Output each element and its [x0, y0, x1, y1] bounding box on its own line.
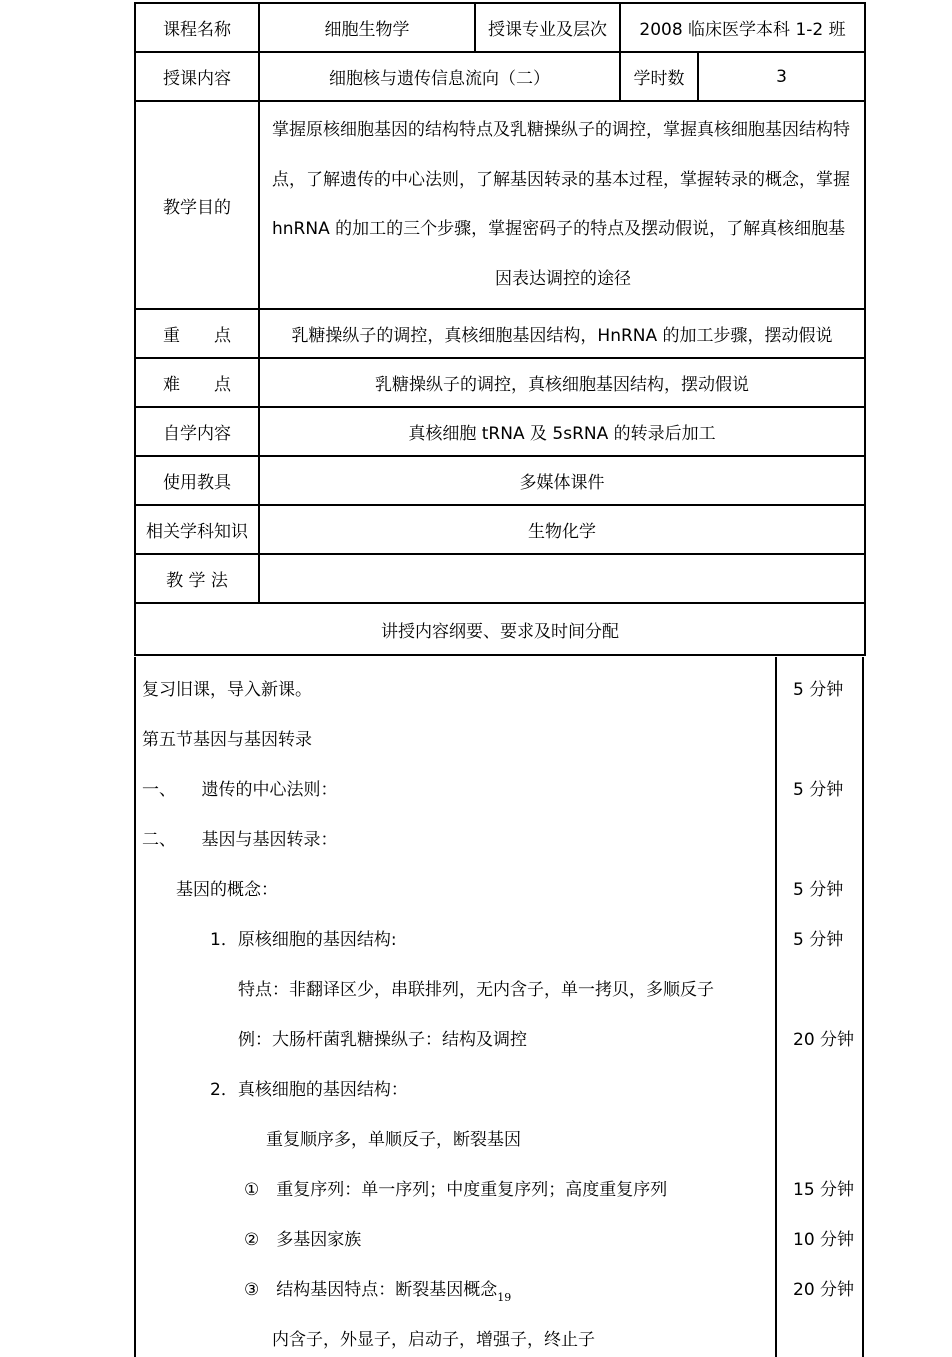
outline-line: 重复顺序多，单顺反子，断裂基因	[266, 1130, 521, 1150]
teaching-tools-value: 多媒体课件	[259, 456, 865, 505]
outline-line: ② 多基因家族	[244, 1230, 362, 1250]
objective-line: 掌握原核细胞基因的结构特点及乳糖操纵子的调控，掌握真核细胞基因结构特	[272, 120, 850, 140]
outline-line: 一、 遗传的中心法则：	[142, 780, 338, 800]
outline-line: 例：大肠杆菌乳糖操纵子：结构及调控	[238, 1030, 527, 1050]
outline-line: ① 重复序列：单一序列；中度重复序列；高度重复序列	[244, 1180, 668, 1200]
course-info-table	[134, 2, 866, 656]
outline-time: 5 分钟	[793, 930, 844, 950]
related-subject-value: 生物化学	[259, 505, 865, 554]
outline-line: 复习旧课，导入新课。	[142, 680, 312, 700]
hours-value: 3	[698, 52, 865, 101]
outline-line: 内含子，外显子，启动子，增强子，终止子	[272, 1330, 595, 1350]
outline-time: 5 分钟	[793, 780, 844, 800]
outline-line: 二、 基因与基因转录：	[142, 830, 338, 850]
key-points-value: 乳糖操纵子的调控，真核细胞基因结构，HnRNA 的加工步骤，摆动假说	[259, 309, 865, 358]
outline-line: 基因的概念：	[176, 880, 278, 900]
outline-time: 20 分钟	[793, 1030, 855, 1050]
outline-time: 20 分钟	[793, 1280, 855, 1300]
hours-label: 学时数	[620, 52, 698, 101]
outline-line: 特点：非翻译区少，串联排列，无内含子，单一拷贝，多顺反子	[238, 980, 714, 1000]
objective-text	[259, 101, 865, 309]
outline-time: 15 分钟	[793, 1180, 855, 1200]
outline-line-with-page-number	[244, 1275, 511, 1304]
difficult-points-value: 乳糖操纵子的调控，真核细胞基因结构，摆动假说	[259, 358, 865, 407]
page-number: 19	[497, 1291, 512, 1304]
teaching-tools-label: 使用教具	[135, 456, 259, 505]
objective-line: hnRNA 的加工的三个步骤，掌握密码子的特点及摆动假说，了解真核细胞基	[272, 219, 846, 239]
self-study-value: 真核细胞 tRNA 及 5sRNA 的转录后加工	[259, 407, 865, 456]
outline-line: 1．原核细胞的基因结构:	[210, 930, 397, 950]
teaching-method-label: 教 学 法	[135, 554, 259, 603]
time-column-divider	[775, 657, 777, 1357]
outline-section	[134, 657, 864, 1357]
outline-time: 5 分钟	[793, 880, 844, 900]
major-value: 2008 临床医学本科 1-2 班	[620, 3, 865, 52]
course-label: 课程名称	[135, 3, 259, 52]
content-value: 细胞核与遗传信息流向（二）	[259, 52, 620, 101]
course-value: 细胞生物学	[259, 3, 475, 52]
outline-time: 5 分钟	[793, 680, 844, 700]
objective-line: 点，了解遗传的中心法则，了解基因转录的基本过程，掌握转录的概念，掌握	[272, 169, 850, 190]
objective-line: 因表达调控的途径	[495, 268, 631, 289]
outline-time: 10 分钟	[793, 1230, 855, 1250]
self-study-label: 自学内容	[135, 407, 259, 456]
outline-line: 2．真核细胞的基因结构：	[210, 1080, 408, 1100]
major-label: 授课专业及层次	[475, 3, 620, 52]
related-subject-label: 相关学科知识	[135, 505, 259, 554]
difficult-points-label: 难 点	[135, 358, 259, 407]
outline-header: 讲授内容纲要、要求及时间分配	[135, 603, 865, 655]
outline-line: 第五节基因与基因转录	[142, 730, 312, 750]
teaching-method-value	[259, 554, 865, 603]
objective-label: 教学目的	[135, 101, 259, 309]
key-points-label: 重 点	[135, 309, 259, 358]
outline-line-text: ③ 结构基因特点：断裂基因概念	[244, 1280, 498, 1300]
content-label: 授课内容	[135, 52, 259, 101]
